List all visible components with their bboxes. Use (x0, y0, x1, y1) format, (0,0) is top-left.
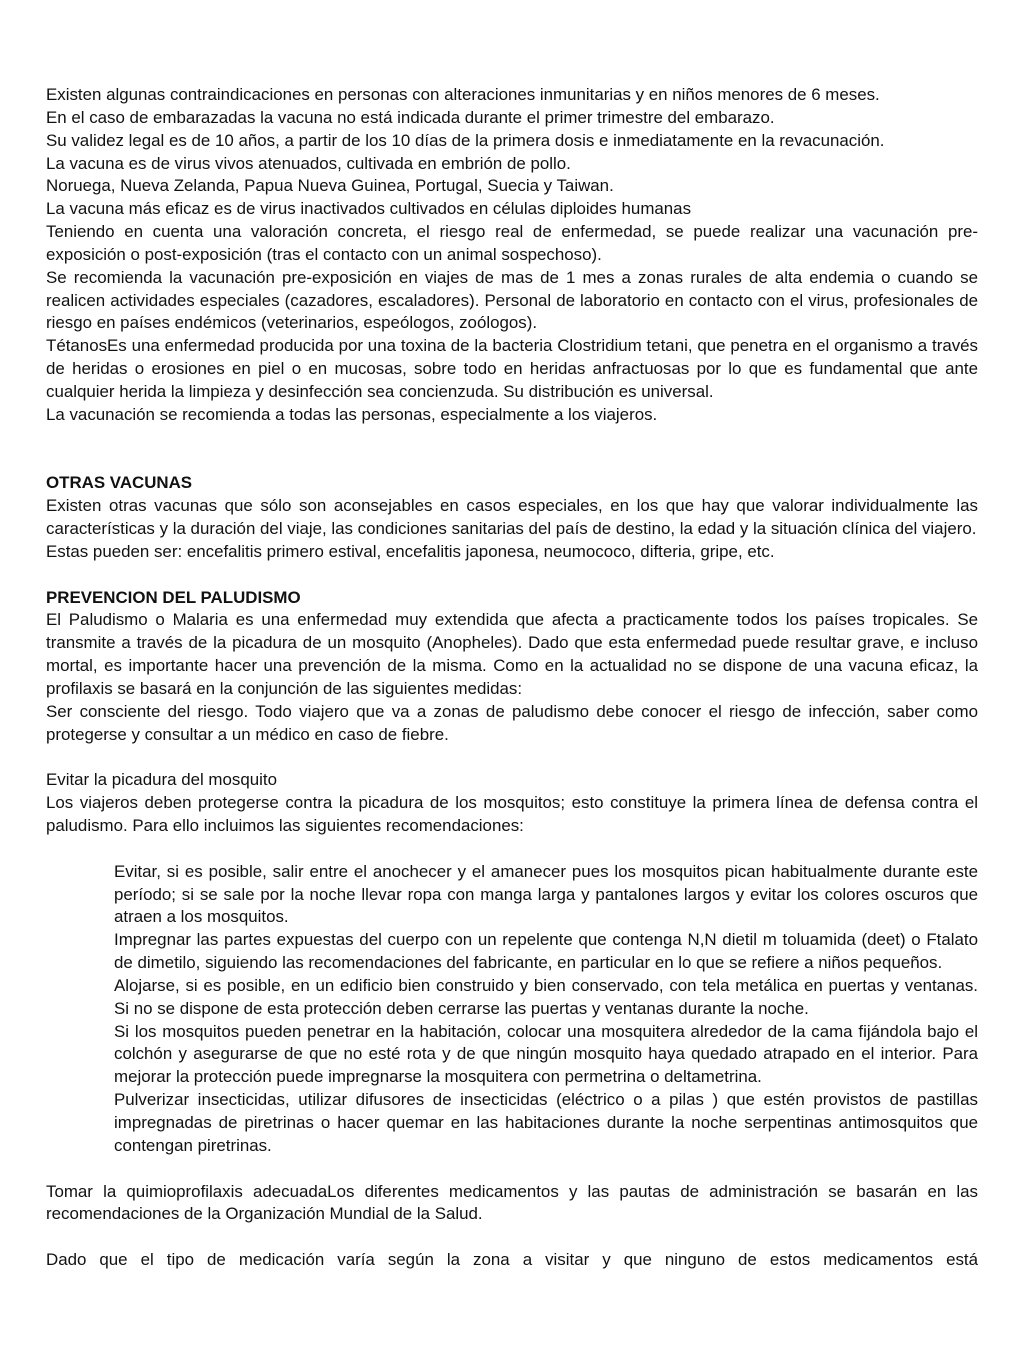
list-item: Si los mosquitos pueden penetrar en la habitación, colocar una mosquitera alrededor de la cama fijándola bajo el colchón y asegurarse de que no esté rota y de que ningún mosquito haya quedado atrapado en el interior. Para mejorar la protección puede impregnarse la mosquitera con permetrina o deltametrina. (114, 1021, 978, 1087)
paragraph-contraindicaciones: Existen algunas contraindicaciones en personas con alteraciones inmunitarias y en niños menores de 6 meses. (46, 85, 880, 104)
paragraph-cut-off: Dado que el tipo de medicación varía según la zona a visitar y que ninguno de estos medicamentos está (46, 1250, 978, 1270)
paragraph-viajeros-protegerse: Los viajeros deben protegerse contra la picadura de los mosquitos; esto constituye la primera línea de defensa contra el paludismo. Para ello incluimos las siguientes recomendaciones: (46, 793, 978, 835)
subheading-evitar-picadura: Evitar la picadura del mosquito (46, 770, 277, 790)
spacer (46, 427, 978, 473)
paragraph-paludismo-malaria: El Paludismo o Malaria es una enfermedad muy extendida que afecta a practicamente todos los países tropicales. Se transmite a través de la picadura de un mosquito (Anopheles). Dado que esta enfermedad puede resultar grave, e incluso mortal, es importante hacer una prevención de la misma. Como en la actualidad no se dispone de una vacuna eficaz, la profilaxis se basará en la conjunción de las siguientes medidas: (46, 610, 978, 698)
spacer (46, 838, 978, 861)
paragraph-embarazadas: En el caso de embarazadas la vacuna no está indicada durante el primer trimestre del embarazo. (46, 107, 775, 127)
spacer (46, 564, 978, 587)
spacer (46, 746, 978, 769)
paragraph-virus-vivos: La vacuna es de virus vivos atenuados, cultivada en embrión de pollo. (46, 153, 571, 173)
paragraph-otras-vacunas: Existen otras vacunas que sólo son aconsejables en casos especiales, en los que hay que valorar individualmente las características y la duración del viaje, las condiciones sanitarias del país de destino, la edad y la situación clínica del viajero. (46, 496, 978, 539)
paragraph-vacunacion-todas: La vacunación se recomienda a todas las personas, especialmente a los viajeros. (46, 404, 658, 424)
list-item: Impregnar las partes expuestas del cuerpo con un repelente que contenga N,N dietil m toluamida (deet) o Ftalato de dimetilo, siguiendo las recomendaciones del fabricante, en particular en lo que se refiere a niños pequeños. (114, 930, 978, 973)
recommendations-list (114, 861, 978, 1158)
paragraph-quimioprofilaxis: Tomar la quimioprofilaxis adecuadaLos diferentes medicamentos y las pautas de administración se basarán en las recomendaciones de la Organización Mundial de la Salud. (46, 1181, 978, 1224)
document-page (46, 84, 978, 1272)
paragraph-estas-pueden-ser: Estas pueden ser: encefalitis primero estival, encefalitis japonesa, neumococo, difteria, gripe, etc. (46, 541, 775, 561)
list-item: Evitar, si es posible, salir entre el anochecer y el amanecer pues los mosquitos pican habitualmente durante este período; si se sale por la noche llevar ropa con manga larga y pantalones largos y evitar los colores oscuros que atraen a los mosquitos. (114, 861, 978, 927)
list-item: Alojarse, si es posible, en un edificio bien construido y bien conservado, con tela metálica en puertas y ventanas. Si no se dispone de esta protección deben cerrarse las puertas y ventanas durante la noche. (114, 975, 978, 1018)
paragraph-validez-legal: Su validez legal es de 10 años, a partir de los 10 días de la primera dosis e inmediatamente en la revacunación. (46, 130, 885, 150)
spacer (46, 1158, 978, 1181)
paragraph-paises: Noruega, Nueva Zelanda, Papua Nueva Guinea, Portugal, Suecia y Taiwan. (46, 176, 614, 196)
paragraph-valoracion: Teniendo en cuenta una valoración concreta, el riesgo real de enfermedad, se puede realizar una vacunación pre-exposición o post-exposición (tras el contacto con un animal sospechoso). (46, 222, 978, 264)
heading-prevencion-paludismo: PREVENCION DEL PALUDISMO (46, 587, 301, 607)
paragraph-pre-exposicion: Se recomienda la vacunación pre-exposición en viajes de mas de 1 mes a zonas rurales de alta endemia o cuando se realicen actividades especiales (cazadores, escaladores). Personal de laboratorio en contacto con el virus, profesionales de riesgo en países endémicos (veterinarios, espeólogos, zoólogos). (46, 267, 978, 333)
paragraph-consciente-riesgo: Ser consciente del riesgo. Todo viajero que va a zonas de paludismo debe conocer el riesgo de infección, saber como protegerse y consultar a un médico en caso de fiebre. (46, 701, 978, 744)
heading-otras-vacunas: OTRAS VACUNAS (46, 473, 193, 493)
spacer (46, 1226, 978, 1249)
paragraph-vacuna-eficaz: La vacuna más eficaz es de virus inactivados cultivados en células diploides humanas (46, 199, 692, 219)
paragraph-tetanos: TétanosEs una enfermedad producida por una toxina de la bacteria Clostridium tetani, que penetra en el organismo a través de heridas o erosiones en piel o en mucosas, sobre todo en heridas anfractuosas por lo que es fundamental que ante cualquier herida la limpieza y desinfección sea concienzuda. Su distribución es universal. (46, 336, 978, 401)
list-item: Pulverizar insecticidas, utilizar difusores de insecticidas (eléctrico o a pilas ) que estén provistos de pastillas impregnadas de piretrinas o hacer quemar en las habitaciones durante la noche serpentinas antimosquitos que contengan piretrinas. (114, 1090, 978, 1155)
